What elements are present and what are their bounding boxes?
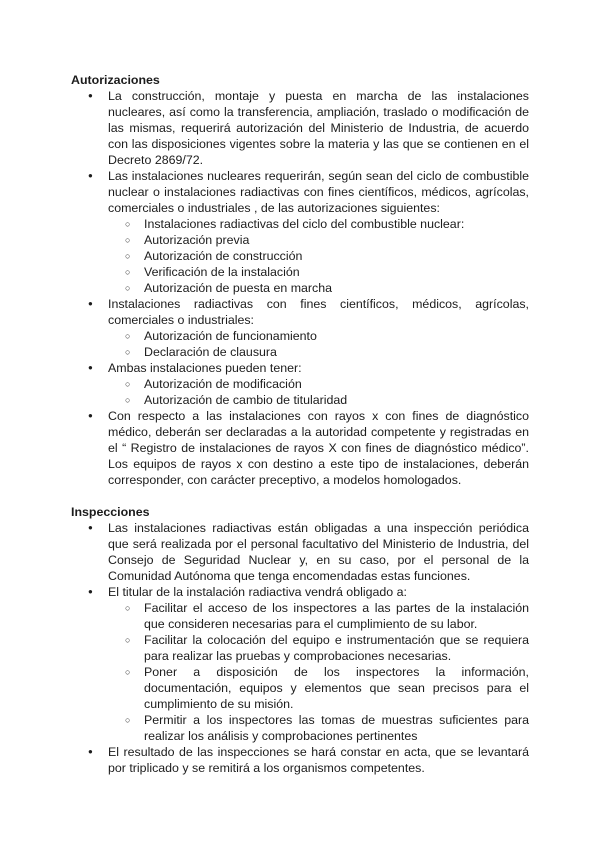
autorizaciones-list bbox=[71, 88, 529, 488]
list-item-text: ● Ambas instalaciones pueden tener: bbox=[108, 361, 302, 375]
sublist-item: ○ Autorización de puesta en marcha bbox=[108, 280, 529, 296]
list-item-text: ● Con respecto a las instalaciones con rayos x con fines de diagnóstico médico, deberán ser declaradas a la autoridad competente y registradas en el “ Registro de instalaciones de rayos X con fines de diagnóstico médico”. Los equipos de rayos x con destino a este tipo de instalaciones, deberán corresponder, con carácter preceptivo, a modelos homologados. bbox=[108, 409, 529, 487]
list-item bbox=[71, 88, 529, 168]
sublist bbox=[108, 328, 529, 360]
list-item bbox=[71, 168, 529, 296]
list-item-text: ● El titular de la instalación radiactiva vendrá obligado a: bbox=[108, 585, 407, 599]
sublist-item: ○ Autorización de modificación bbox=[108, 376, 529, 392]
sublist-item: ○ Instalaciones radiactivas del ciclo del combustible nuclear: bbox=[108, 216, 529, 232]
list-item-text: ● El resultado de las inspecciones se hará constar en acta, que se levantará por triplicado y se remitirá a los organismos competentes. bbox=[108, 745, 529, 775]
section-title-inspecciones: Inspecciones bbox=[71, 505, 150, 519]
sublist-item: ○ Autorización de construcción bbox=[108, 248, 529, 264]
sublist-item: ○ Declaración de clausura bbox=[108, 344, 529, 360]
list-item bbox=[71, 584, 529, 744]
list-item bbox=[71, 296, 529, 360]
sublist bbox=[108, 376, 529, 408]
list-item bbox=[71, 360, 529, 408]
inspecciones-list bbox=[71, 520, 529, 776]
sublist-item: ○ Verificación de la instalación bbox=[108, 264, 529, 280]
sublist-item: ○ Facilitar el acceso de los inspectores a las partes de la instalación que consideren necesarias para el cumplimiento de su labor. bbox=[108, 600, 529, 632]
sublist-item: ○ Facilitar la colocación del equipo e instrumentación que se requiera para realizar las pruebas y comprobaciones necesarias. bbox=[108, 632, 529, 664]
section-title-autorizaciones: Autorizaciones bbox=[71, 73, 160, 87]
list-item bbox=[71, 744, 529, 776]
list-item-text: ● Instalaciones radiactivas con fines científicos, médicos, agrícolas, comerciales o industriales: bbox=[108, 297, 529, 327]
sublist-item: ○ Permitir a los inspectores las tomas de muestras suficientes para realizar los análisis y comprobaciones pertinentes bbox=[108, 712, 529, 744]
sublist-item: ○ Autorización de funcionamiento bbox=[108, 328, 529, 344]
sublist-item: ○ Autorización de cambio de titularidad bbox=[108, 392, 529, 408]
list-item bbox=[71, 520, 529, 584]
sublist bbox=[108, 600, 529, 744]
list-item bbox=[71, 408, 529, 488]
list-item-text: ● Las instalaciones nucleares requerirán, según sean del ciclo de combustible nuclear o instalaciones radiactivas con fines científicos, médicos, agrícolas, comerciales o industriales , de las autorizaciones siguientes: bbox=[108, 169, 529, 215]
list-item-text: ● La construcción, montaje y puesta en marcha de las instalaciones nucleares, así como la transferencia, ampliación, traslado o modificación de las mismas, requerirá autorización del Ministerio de Industria, de acuerdo con las disposiciones vigentes sobre la materia y las que se contienen en el Decreto 2869/72. bbox=[108, 89, 529, 167]
list-item-text: ● Las instalaciones radiactivas están obligadas a una inspección periódica que será realizada por el personal facultativo del Ministerio de Industria, del Consejo de Seguridad Nuclear y, en su caso, por el personal de la Comunidad Autónoma que tenga encomendadas estas funciones. bbox=[108, 521, 529, 583]
sublist-item: ○ Poner a disposición de los inspectores la información, documentación, equipos y elementos que sean precisos para el cumplimiento de su misión. bbox=[108, 664, 529, 712]
sublist bbox=[108, 216, 529, 296]
sublist-item: ○ Autorización previa bbox=[108, 232, 529, 248]
